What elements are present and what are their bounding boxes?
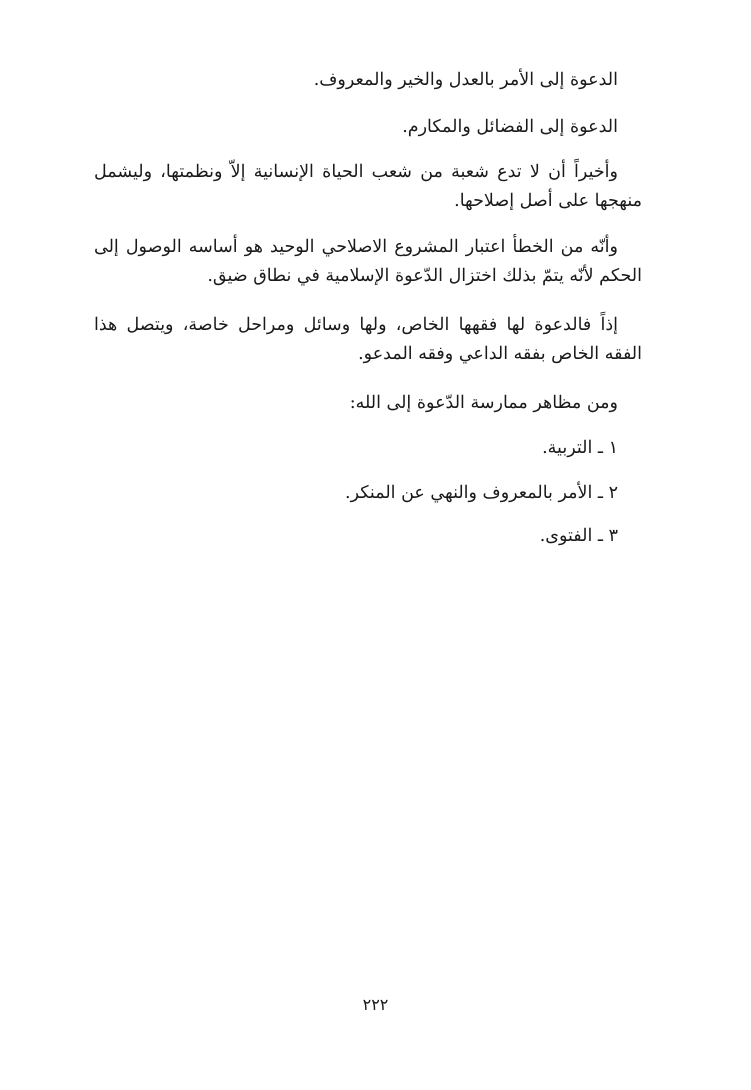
list-item-education: ١ ـ التربية.: [542, 438, 618, 458]
paragraph-justice: الدعوة إلى الأمر بالعدل والخير والمعروف.: [313, 70, 618, 90]
list-item-enjoining-good: ٢ ـ الأمر بالمعروف والنهي عن المنكر.: [345, 483, 618, 503]
list-item-fatwa: ٣ ـ الفتوى.: [539, 526, 618, 546]
paragraph-fiqh-of-dawah: إذاً فالدعوة لها فقهها الخاص، ولها وسائل ومراحل خاصة، ويتصل هذا الفقه الخاص بفقه الداعي وفقه المدعو.: [94, 315, 642, 364]
paragraph-manifestations-intro: ومن مظاهر ممارسة الدّعوة إلى الله:: [349, 393, 618, 413]
paragraph-virtues: الدعوة إلى الفضائل والمكارم.: [402, 117, 618, 137]
page-number: ٢٢٢: [362, 995, 389, 1014]
paragraph-error-of-power: وأنّه من الخطأ اعتبار المشروع الاصلاحي الوحيد هو أساسه الوصول إلى الحكم لأنّه يتمّ بذلك اختزال الدّعوة الإسلامية في نطاق ضيق.: [94, 237, 642, 286]
paragraph-all-life: وأخيراً أن لا تدع شعبة من شعب الحياة الإنسانية إلاّ ونظمتها، وليشمل منهجها على أصل إصلاحها.: [94, 162, 642, 211]
